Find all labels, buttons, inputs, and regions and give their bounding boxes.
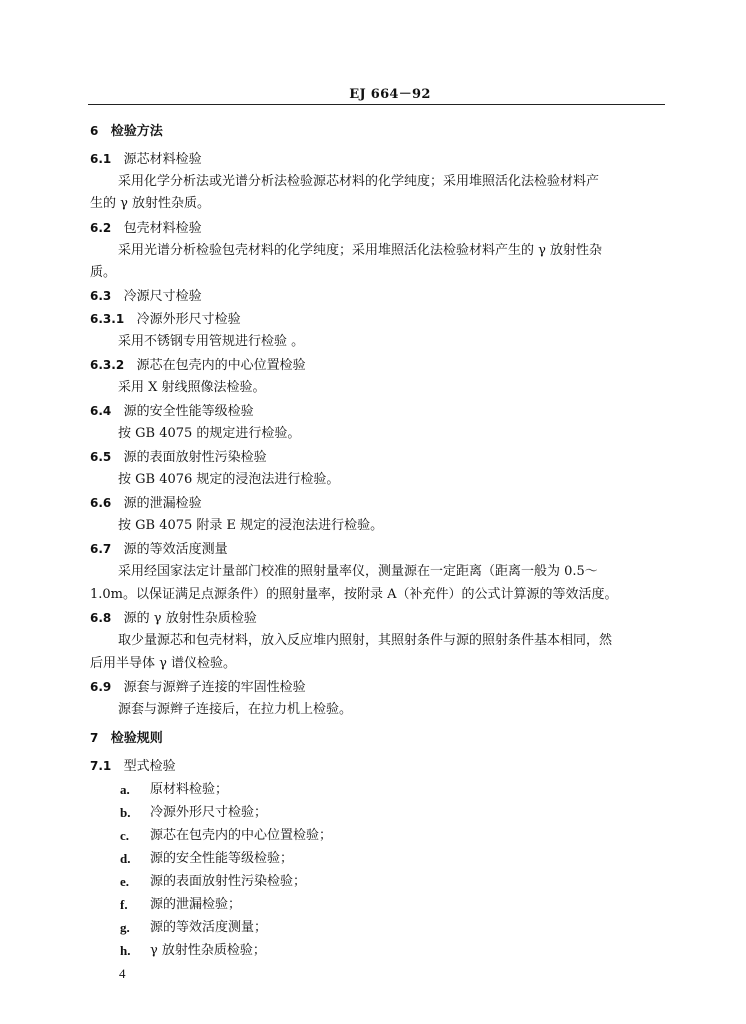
subsection-title: 源套与源辫子连接的牢固性检验 [123, 680, 306, 695]
section-number: 7 [90, 731, 99, 745]
subsection-title: 源芯材料检验 [123, 152, 202, 167]
paragraph-line: 质。 [90, 265, 117, 280]
subsection-6-5-heading [90, 449, 267, 466]
subsection-title: 源芯在包壳内的中心位置检验 [136, 358, 306, 373]
list-marker: c. [120, 828, 130, 843]
subsection-title: 源的表面放射性污染检验 [123, 450, 267, 465]
subsection-title: 源的 γ 放射性杂质检验 [123, 611, 257, 626]
subsection-6-9-heading [90, 679, 306, 696]
subsection-title: 源的泄漏检验 [123, 496, 202, 511]
list-marker: f. [120, 897, 128, 912]
subsection-number: 6.7 [90, 542, 112, 556]
paragraph-line: 1.0m。以保证满足点源条件）的照射量率，按附录 A（补充件）的公式计算源的等效活度。 [90, 587, 618, 602]
paragraph-line: 采用 X 射线照像法检验。 [118, 380, 266, 395]
list-item: 源的等效活度测量； [150, 920, 268, 935]
section-title: 检验方法 [110, 124, 163, 139]
paragraph-line: 生的 γ 放射性杂质。 [90, 196, 211, 211]
subsection-6-4-heading [90, 403, 254, 420]
subsection-number: 6.3.1 [90, 312, 125, 326]
subsection-6-3-2-heading [90, 357, 306, 374]
subsection-6-2-heading [90, 220, 202, 237]
paragraph-line: 取少量源芯和包壳材料，放入反应堆内照射，其照射条件与源的照射条件基本相同，然 [118, 633, 613, 648]
list-marker: a. [120, 782, 130, 797]
subsection-title: 源的安全性能等级检验 [123, 404, 254, 419]
subsection-title: 包壳材料检验 [123, 221, 202, 236]
subsection-title: 冷源尺寸检验 [123, 289, 202, 304]
list-item: 源的安全性能等级检验； [150, 851, 294, 866]
subsection-7-1-heading [90, 758, 176, 775]
list-marker: e. [120, 874, 130, 889]
section-6-heading [90, 123, 163, 140]
subsection-number: 6.6 [90, 496, 112, 510]
list-marker: g. [120, 920, 130, 935]
subsection-6-3-1-heading [90, 311, 241, 328]
subsection-number: 6.4 [90, 404, 112, 418]
subsection-number: 7.1 [90, 759, 112, 773]
list-marker: h. [120, 943, 131, 958]
header-rule [88, 104, 665, 105]
list-item: γ 放射性杂质检验； [150, 943, 266, 958]
standard-code-header: EJ 664－92 [349, 87, 431, 102]
subsection-title: 源的等效活度测量 [123, 542, 228, 557]
subsection-6-7-heading [90, 541, 228, 558]
section-title: 检验规则 [110, 731, 163, 746]
paragraph-line: 采用化学分析法或光谱分析法检验源芯材料的化学纯度；采用堆照活化法检验材料产 [118, 174, 600, 189]
subsection-number: 6.3.2 [90, 358, 125, 372]
subsection-number: 6.8 [90, 611, 112, 625]
list-item: 源芯在包壳内的中心位置检验； [150, 828, 333, 843]
section-number: 6 [90, 124, 99, 138]
subsection-6-3-heading [90, 288, 202, 305]
subsection-number: 6.5 [90, 450, 112, 464]
paragraph-line: 采用光谱分析检验包壳材料的化学纯度；采用堆照活化法检验材料产生的 γ 放射性杂 [118, 243, 603, 258]
list-item: 源的泄漏检验； [150, 897, 242, 912]
paragraph-line: 采用经国家法定计量部门校准的照射量率仪，测量源在一定距离（距离一般为 0.5～ [118, 564, 598, 579]
paragraph-line: 源套与源辫子连接后，在拉力机上检验。 [118, 702, 353, 717]
subsection-6-1-heading [90, 151, 202, 168]
list-item: 原材料检验； [150, 782, 229, 797]
list-marker: d. [120, 851, 131, 866]
list-marker: b. [120, 805, 131, 820]
paragraph-line: 后用半导体 γ 谱仪检验。 [90, 656, 237, 671]
subsection-title: 型式检验 [123, 759, 176, 774]
list-item: 源的表面放射性污染检验； [150, 874, 307, 889]
page-number: 4 [119, 966, 126, 981]
paragraph-line: 按 GB 4076 规定的浸泡法进行检验。 [118, 472, 340, 487]
subsection-number: 6.3 [90, 289, 112, 303]
section-7-heading [90, 730, 163, 747]
subsection-6-6-heading [90, 495, 202, 512]
subsection-number: 6.9 [90, 680, 112, 694]
paragraph-line: 采用不锈钢专用管规进行检验 。 [118, 334, 305, 349]
paragraph-line: 按 GB 4075 的规定进行检验。 [118, 426, 301, 441]
subsection-6-8-heading [90, 610, 257, 627]
subsection-number: 6.1 [90, 152, 112, 166]
subsection-title: 冷源外形尺寸检验 [136, 312, 241, 327]
paragraph-line: 按 GB 4075 附录 E 规定的浸泡法进行检验。 [118, 518, 384, 533]
list-item: 冷源外形尺寸检验； [150, 805, 268, 820]
subsection-number: 6.2 [90, 221, 112, 235]
